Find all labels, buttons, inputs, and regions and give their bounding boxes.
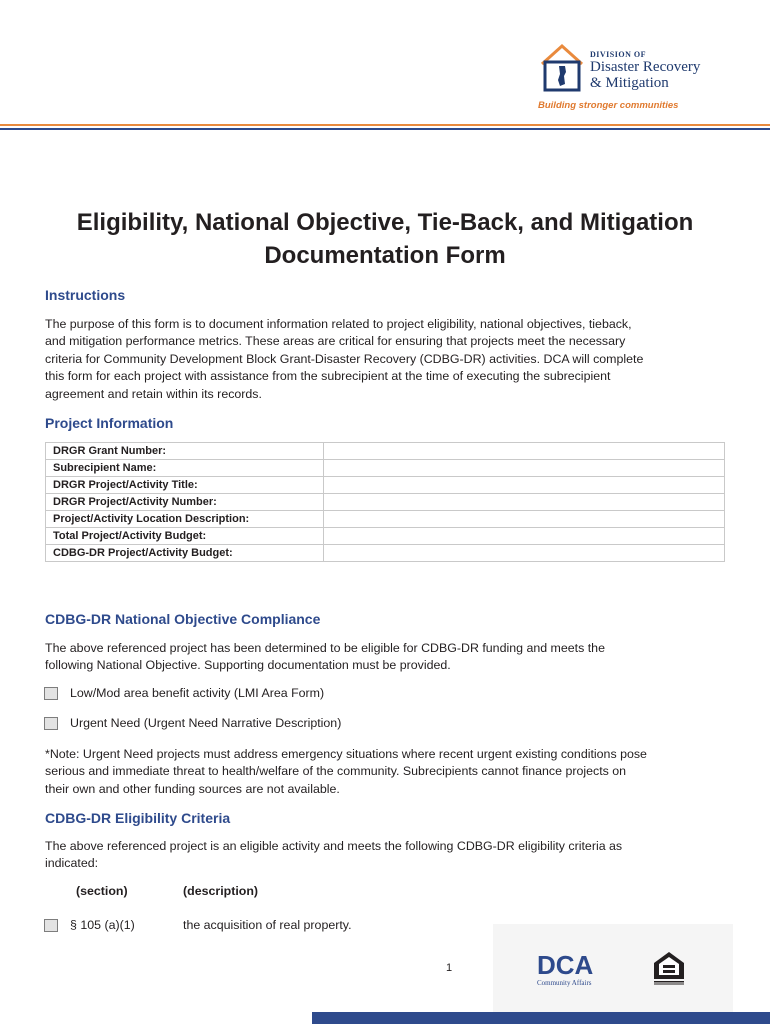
table-row bbox=[46, 511, 725, 528]
title-line-2: Documentation Form bbox=[264, 242, 506, 269]
drgr-grant-number-field[interactable] bbox=[324, 443, 725, 460]
instructions-text bbox=[45, 316, 725, 403]
table-row bbox=[46, 494, 725, 511]
equal-housing-icon bbox=[652, 951, 686, 985]
table-row bbox=[46, 460, 725, 477]
urgent-need-checkbox[interactable] bbox=[44, 717, 58, 730]
field-label: DRGR Project/Activity Number: bbox=[46, 494, 324, 511]
note-line: serious and immediate threat to health/welfare of the community. Subrecipients cannot finance projects on bbox=[45, 764, 627, 779]
title-line-1: Eligibility, National Objective, Tie-Back, and Mitigation bbox=[76, 209, 694, 236]
house-logo-icon bbox=[538, 42, 586, 94]
field-label: Project/Activity Location Description: bbox=[46, 511, 324, 528]
subrecipient-name-field[interactable] bbox=[324, 460, 725, 477]
instructions-heading: Instructions bbox=[45, 287, 126, 303]
dca-logo-text: DCA bbox=[537, 950, 594, 980]
instructions-line: this form for each project with assistance from the subrecipient at the time of executing the subrecipient bbox=[45, 369, 611, 384]
eligibility-row[interactable] bbox=[44, 918, 135, 932]
field-label: Total Project/Activity Budget: bbox=[46, 528, 324, 545]
option-lmi-area[interactable] bbox=[44, 686, 324, 700]
header-divider-blue bbox=[0, 128, 770, 130]
location-description-field[interactable] bbox=[324, 511, 725, 528]
logo-division-label: DIVISION OF bbox=[590, 50, 646, 59]
note-line: *Note: Urgent Need projects must address emergency situations where recent urgent existing conditions pose bbox=[45, 747, 647, 761]
option-urgent-need[interactable] bbox=[44, 716, 341, 730]
instructions-line: criteria for Community Development Block Grant-Disaster Recovery (CDBG-DR) activities. DCA will complete bbox=[45, 351, 644, 366]
footer-bar bbox=[312, 1012, 770, 1024]
national-objective-line: The above referenced project has been determined to be eligible for CDBG-DR funding and meets the bbox=[45, 641, 605, 655]
header-divider-orange bbox=[0, 124, 770, 126]
national-objective-heading: CDBG-DR National Objective Compliance bbox=[45, 611, 321, 627]
field-label: DRGR Grant Number: bbox=[46, 443, 324, 460]
section-105-a1-checkbox[interactable] bbox=[44, 919, 58, 932]
table-row bbox=[46, 477, 725, 494]
dca-logo-icon bbox=[536, 950, 600, 990]
logo-line-1: Disaster Recovery bbox=[590, 59, 701, 75]
urgent-need-note bbox=[45, 746, 725, 798]
description-column-header: (description) bbox=[183, 884, 259, 898]
option-label: Low/Mod area benefit activity (LMI Area Form) bbox=[70, 686, 325, 700]
field-label: CDBG-DR Project/Activity Budget: bbox=[46, 545, 324, 562]
project-info-table bbox=[45, 442, 725, 562]
lmi-area-checkbox[interactable] bbox=[44, 687, 58, 700]
equal-housing-logo bbox=[652, 951, 686, 990]
division-logo bbox=[538, 42, 718, 117]
logo-line-2: & Mitigation bbox=[590, 75, 669, 91]
instructions-line: The purpose of this form is to document information related to project eligibility, national objectives, tieback, bbox=[45, 317, 632, 331]
section-column-header: (section) bbox=[76, 884, 128, 898]
field-label: DRGR Project/Activity Title: bbox=[46, 477, 324, 494]
field-label: Subrecipient Name: bbox=[46, 460, 324, 477]
project-info-heading: Project Information bbox=[45, 415, 174, 431]
dca-logo-subtext: Community Affairs bbox=[537, 979, 592, 987]
page-title bbox=[0, 206, 770, 272]
page-number: 1 bbox=[446, 962, 453, 974]
activity-number-field[interactable] bbox=[324, 494, 725, 511]
instructions-line: agreement and retain within its records. bbox=[45, 386, 262, 401]
national-objective-line: following National Objective. Supporting documentation must be provided. bbox=[45, 658, 451, 673]
eligibility-line: indicated: bbox=[45, 856, 99, 871]
option-label: Urgent Need (Urgent Need Narrative Description) bbox=[70, 716, 342, 730]
dca-logo bbox=[536, 950, 600, 995]
eligibility-text bbox=[45, 838, 725, 873]
national-objective-text bbox=[45, 640, 725, 675]
logo-tagline: Building stronger communities bbox=[538, 100, 679, 111]
instructions-line: and mitigation performance metrics. These areas are critical for ensuring that projects meet the necessary bbox=[45, 334, 626, 349]
table-row bbox=[46, 443, 725, 460]
eligibility-line: The above referenced project is an eligible activity and meets the following CDBG-DR eligibility criteria as bbox=[45, 839, 623, 853]
eligibility-description: the acquisition of real property. bbox=[183, 918, 352, 932]
eligibility-heading: CDBG-DR Eligibility Criteria bbox=[45, 810, 231, 826]
footer-logo-panel bbox=[493, 924, 733, 1016]
eligibility-section: § 105 (a)(1) bbox=[70, 918, 135, 932]
total-budget-field[interactable] bbox=[324, 528, 725, 545]
table-row bbox=[46, 528, 725, 545]
cdbg-dr-budget-field[interactable] bbox=[324, 545, 725, 562]
note-line: their own and other funding sources are not available. bbox=[45, 781, 340, 796]
table-row bbox=[46, 545, 725, 562]
activity-title-field[interactable] bbox=[324, 477, 725, 494]
